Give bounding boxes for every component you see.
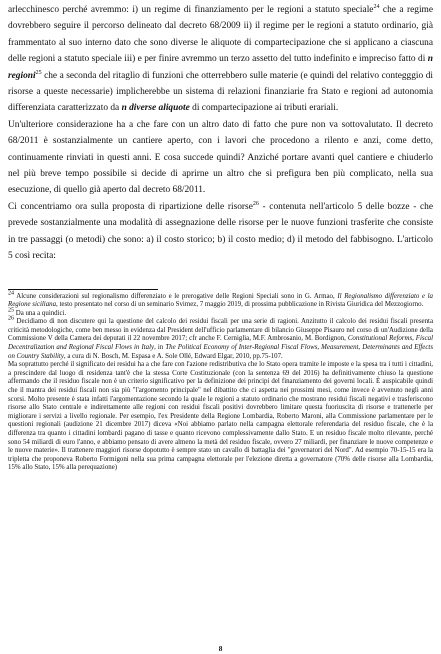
text-run: Da una a quindici. [14,309,67,317]
footnote-ref-24[interactable]: 24 [373,3,380,10]
text-run: di compartecipazione ai tributi erariali. [189,103,339,114]
text-run: , a cura di N. Bosch, M. Espasa e A. Sole Ollé, Edward Elgar, 2010, pp.75-107. [63,352,283,360]
paragraph-2: Un'ulteriore considerazione ha a che fare con un altro dato di fatto che pure non va sottovalutato. Il decreto 68/2011 è sostanzialmente un cantiere aperto, con i lavori che procedono a rilento e anzi, come detto, continuamente rinviati in questi anni. E cosa succede quindi? Anziché portare avanti quel cantiere e chiuderlo nel più breve tempo possibile si decide di aprirne un altro che si prefigura ben più complicato, nella sua esecuzione, di quello già aperto dal decreto 68/2011. [8,119,433,196]
footnote-ref-26[interactable]: 26 [252,200,259,207]
italic-title: The Political Economy of Inter-Regional Fiscal Flows, Measurement, Determinants and Effects on Country Stability [8,344,433,360]
footnote-24 [8,290,433,310]
text-run: arlecchinesco perché avremmo: i) un regime di finanziamento per le regioni a statuto speciale [8,5,374,15]
footnote-number: 26 [8,315,14,322]
footnote-number: 25 [8,307,14,314]
text-run: , in [154,344,166,352]
text-run: Alcune considerazioni sul regionalismo differenziato e le prerogative delle Regioni Speciali sono in G. Armao, [14,292,338,300]
footnotes [8,290,433,473]
footnote-25 [8,307,433,319]
italic-title: Il Regionalismo differenziato e la Regione siciliana [8,292,433,309]
page-number: 8 [218,645,223,653]
text-run: Ci concentriamo ora sulla proposta di ripartizione delle risorse [8,201,253,212]
italic-title: Constitutional Reforms, Fiscal Decentralization and Regional Fiscal Flows in Italy [8,335,433,352]
emphasis-text: n regioni [8,54,433,81]
text-run: , testo presentato nel corso di un seminario Svimez, 7 maggio 2019, di prossima pubblicazione in Rivista Giuridica del Mezzogiorno. [56,301,424,309]
text-run: Decidiamo di non discutere qui la questione del calcolo dei residui fiscali per una serie di ragioni. Anzitutto il calcolo dei residui fiscali presenta criticità metodologiche, come ben messo in evidenza dal President dell'ufficio parlamentare di bilancio Giuseppe Pisauro nel corso di un'Audizione della Commissione V della Camera dei deputati il 22 novembre 2017; cfr anche F. Cerniglia, M.F. Ambrosanio, M. Bordignon, [8,318,433,343]
text-run: che a regime dovrebbero seguire il percorso delineato dal decreto 68/2009 ii) il regime per le regioni a statuto ordinario, già frammentato al suo interno dato che sono diverse le aliquote di compartecipazione che si applicano a ciascuna delle regioni a statuto speciale iii) e per finire avremmo un terzo assetto del tutto indefinito e impreciso fatto di [8,5,434,65]
footnote-26-continued: Ma soprattutto perché il significato dei residui ha a che fare con l'azione redistributiva che lo Stato opera tramite le imposte e la spesa tra i tutti i cittadini, a prescindere dal luogo di residenza tant'è che la stessa Corte Costituzionale (con la sentenza 69 del 2016) ha definitivamente chiuso la questione affermando che il residuo fiscale non è un criterio significativo per la definizione dei principi del finanziamento dei governi locali. È auspicabile quindi che il mantra dei residui fiscali non sia più "l'argomento principale" nel dibattito che ci aspetta nei prossimi mesi, come invece è avvenuto negli anni scorsi. Molto presente è stata infatti l'argomentazione secondo la quale le regioni a statuto ordinario che mostrano residui fiscali negativi e trasferiscono risorse allo Stato centrale e indirettamente alle regioni con residui fiscali positivi dovrebbero limitare questa fuoriuscita di risorse e trattenerle per migliorare i servizi a livello regionale. Per esempio, l'ex Presidente della Regione Lombardia, Roberto Maroni, alla Commissione parlamentare per le questioni regionali (audizione 21 dicembre 2017) diceva «Noi abbiamo parlato nella campagna elettorale referendaria del residuo fiscale, che è la differenza tra quanto i cittadini lombardi pagano di tasse e quanto ricevono complessivamente dallo Stato. E un residuo fiscale molto rilevante, perché sono 54 miliardi di euro l'anno, e abbiamo pensato di avere almeno la metà del residuo fiscale, ovvero 27 miliardi, per finanziare le nuove competenze e le nuove materie». Il trattenere maggiori risorse dopotutto è sempre stato un cavallo di battaglia dei "governatori del Nord". Ad esempio 70-15-15 era la tripletta che proponeva Roberto Formigoni nella sua prima campagna elettorale per l'elezione diretta a governatore (70% delle risorse alla Lombardia, 15% allo Stato, 15% alla perequazione) [8,361,433,472]
text-run: che a seconda del ritaglio di funzioni che otterrebbero sulle materie (e quindi del relativo contegggio di risorse a queste necessarie) implicherebbe un sistema di relazioni finanziarie fra Stato e regioni ad autonomia differenziata caratterizzato da [8,70,433,114]
footnote-separator [8,289,158,290]
main-text [8,2,433,265]
paragraph-3 [8,199,433,265]
paragraph-1 [8,2,433,117]
footnote-26 [8,315,433,361]
emphasis-text: n diverse aliquote [121,103,190,114]
text-run: - contenuta nell'articolo 5 delle bozze - che prevede sostanzialmente una modalità di assegnazione delle risorse per le nuove funzioni trasferite che consiste in tre passaggi (o metodi) che sono: a) il costo storico; b) il costo medio; d) il metodo del fabbisogno. L'articolo 5 così recita: [8,201,433,262]
footnote-ref-25[interactable]: 25 [35,69,42,76]
footnote-number: 24 [8,290,14,297]
